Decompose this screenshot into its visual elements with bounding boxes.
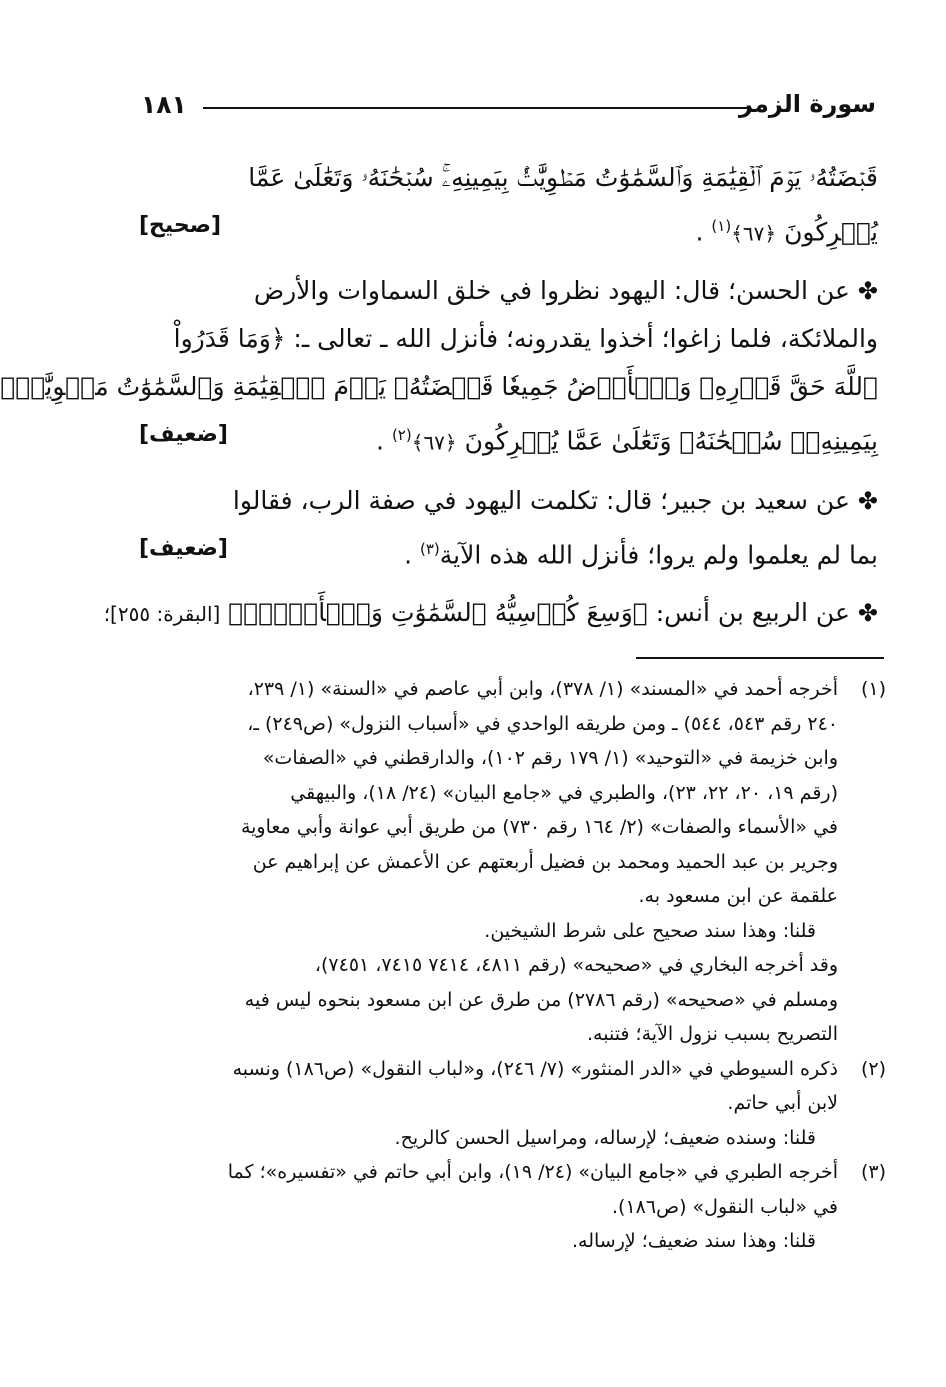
footnote-number: (٣) — [860, 1161, 886, 1183]
footnote-assessment: قلنا: وهذا سند ضعيف؛ لإرساله. — [571, 1230, 816, 1252]
verse-line: قَبۡضَتُهُۥ يَوۡمَ ٱلۡقِيَٰمَةِ وَٱلسَّمَٰوَٰتُ مَطۡوِيَّٰتُۢ بِيَمِينِهِۦۚ سُبۡحَٰنَهُۥ وَتَعَٰلَىٰ عَمَّا — [248, 163, 878, 192]
main-text — [0, 154, 878, 638]
quran-reference: [البقرة: ٢٥٥]؛ — [103, 601, 221, 626]
verse-number: ﴿٦٧﴾ — [411, 430, 457, 455]
footnote-1: (١) أخرجه أحمد في «المسند» (١/ ٣٧٨)، وابن أبي عاصم في «السنة» (١/ ٢٣٩، ٢٤٠ رقم ٥٤٣، ٥٤٤) ـ ومن طريقه الواحدي في «أسباب النزول» (ص٢٤٩) ـ، وابن خزيمة في «التوحيد» (١/ ١٧٩ رقم ١٠٢)، والدارقطني في «الصفات» (رقم ١٩، ٢٠، ٢٢، ٢٣)، والطبري في «جامع البيان» (٢٤/ ١٨)، والبيهقي في «الأسماء والصفات» (٢/ ١٦٤ رقم ٧٣٠) من طريق أبي عوانة وأبي معاوية وجرير بن عبد الحميد ومحمد بن فضيل أربعتهم عن الأعمش عن إبراهيم عن علقمة عن ابن مسعود به. — [139, 672, 886, 914]
verse-line-end: يُشۡرِكُونَ ﴿٦٧﴾$^{(١)}$ . [صحيح] — [139, 202, 878, 257]
narration-line: ✤عن سعيد بن جبير؛ قال: تكلمت اليهود في صفة الرب، فقالوا — [232, 485, 878, 515]
footnote-assessment: قلنا: وهذا سند صحيح على شرط الشيخين. — [484, 919, 816, 942]
surah-title: سورة الزمر — [739, 90, 876, 118]
bullet-icon: ✤ — [857, 486, 878, 515]
footnote-3: (٣) أخرجه الطبري في «جامع البيان» (٢٤/ ١٩)، وابن أبي حاتم في «تفسيره»؛ كما في «لباب النقول» (ص١٨٦). — [139, 1155, 886, 1224]
footnote-2: (٢) ذكره السيوطي في «الدر المنثور» (٧/ ٢٤٦)، و«لباب النقول» (ص١٨٦) ونسبه لابن أبي حاتم. — [139, 1052, 886, 1121]
footnote-ref[interactable]: (١) — [711, 217, 732, 235]
bullet-icon: ✤ — [857, 277, 878, 306]
grade-badge: [ضعيف] — [139, 535, 228, 561]
header-rule — [203, 107, 750, 109]
running-header — [141, 90, 876, 126]
grade-badge: [صحيح] — [139, 213, 222, 238]
footnote-number: (٢) — [860, 1057, 886, 1080]
footnotes: (١) أخرجه أحمد في «المسند» (١/ ٣٧٨)، وابن أبي عاصم في «السنة» (١/ ٢٣٩، ٢٤٠ رقم ٥٤٣، ٥٤٤) ـ ومن طريقه الواحدي في «أسباب النزول» (ص٢٤٩) ـ، وابن خزيمة في «التوحيد» (١/ ١٧٩ رقم ١٠٢)، والدارقطني في «الصفات» (رقم ١٩، ٢٠، ٢٢، ٢٣)، والطبري في «جامع البيان» (٢٤/ ١٨)، والبيهقي في «الأسماء والصفات» (٢/ ١٦٤ رقم ٧٣٠) من طريق أبي عوانة وأبي معاوية وجرير بن عبد الحميد ومحمد بن فضيل أربعتهم عن الأعمش عن إبراهيم عن علقمة عن ابن مسعود به. قلنا: وهذا سند صحيح على شرط الشيخين. وقد أخرجه البخاري في «صحيحه» (رقم ٤٨١١، ٧٤١٤ ٧٤١٥، ٧٤٥١)، ومسلم في «صحيحه» (رقم ٢٧٨٦) من طرق عن ابن مسعود بنحوه ليس فيه التصريح بسبب نزول الآية؛ فتنبه. (٢) ذكره السيوطي في «الدر المنثور» (٧/ ٢٤٦)، و«لباب النقول» (ص١٨٦) ونسبه لابن أبي حاتم. قلنا: وسنده ضعيف؛ لإرساله، ومراسيل الحسن كالريح. (٣) أخرجه الطبري في «جامع البيان» (٢٤/ ١٩)، وابن أبي حاتم في «تفسيره»؛ كما في «لباب النقول» (ص١٨٦). قلنا: وهذا سند ضعيف؛ لإرساله. — [139, 672, 886, 1259]
footnote-assessment: قلنا: وسنده ضعيف؛ لإرساله، ومراسيل الحسن كالريح. — [394, 1126, 816, 1149]
page-number: ١٨١ — [141, 90, 187, 119]
narration-line: ✤عن الحسن؛ قال: اليهود نظروا في خلق السماوات والأرض — [253, 276, 878, 306]
narration-line: بما لم يعلموا ولم يروا؛ فأنزل الله هذه الآية$^{(٣)}$ . [ضعيف] — [139, 525, 878, 579]
footnote-ref[interactable]: (٢) — [391, 426, 412, 445]
grade-badge: [ضعيف] — [139, 422, 228, 448]
narration-line: ✤عن الربيع بن أنس: ﴿وَسِعَ كُرۡسِيُّهُ ٱلسَّمَٰوَٰتِ وَٱلۡأَرۡضَۖ﴾ [البقرة: ٢٥٥]؛ — [103, 597, 878, 627]
verse-number: ﴿٦٧﴾ — [731, 221, 777, 246]
footnote-divider — [636, 657, 884, 659]
footnote-number: (١) — [860, 678, 886, 700]
verse-line-end: بِيَمِينِهِۦۚ سُبۡحَٰنَهُۥ وَتَعَٰلَىٰ عَمَّا يُشۡرِكُونَ ﴿٦٧﴾$^{(٢)}$ . [ضعيف] — [139, 411, 878, 466]
footnote-ref[interactable]: (٣) — [420, 539, 440, 558]
verse-line: ٱللَّهَ حَقَّ قَدۡرِهِۦ وَٱلۡأَرۡضُ جَمِيعٗا قَبۡضَتُهُۥ يَوۡمَ ٱلۡقِيَٰمَةِ وَٱلسَّمَٰوَٰتُ مَطۡوِيَّٰتُۢ — [0, 372, 878, 402]
bullet-icon: ✤ — [857, 598, 878, 627]
narration-line: والملائكة، فلما زاغوا؛ أخذوا يقدرونه؛ فأنزل الله ـ تعالى ـ: ﴿وَمَا قَدَرُواْ — [173, 324, 878, 354]
